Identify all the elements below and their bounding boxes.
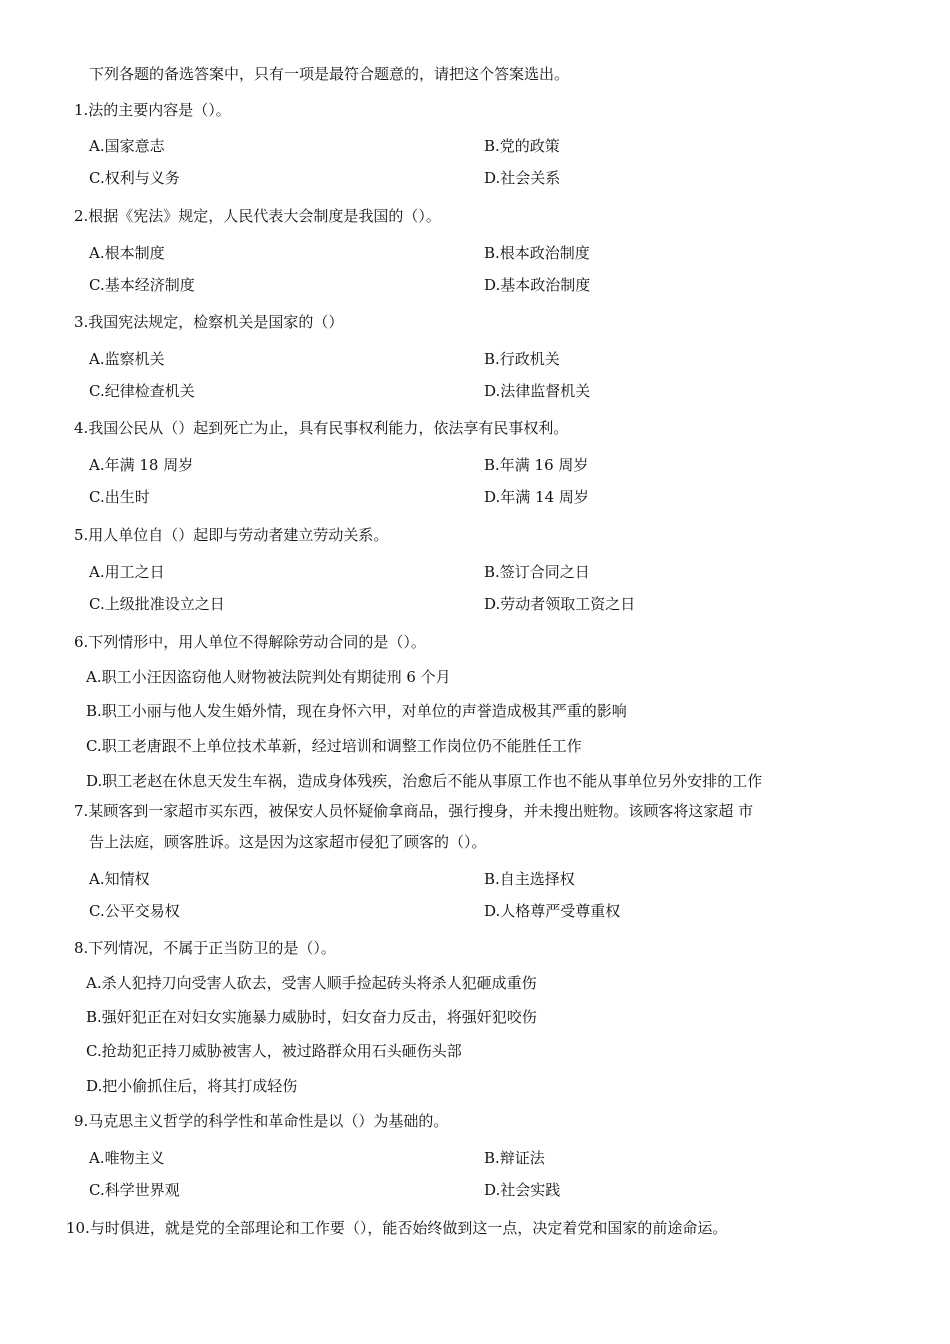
q9-option-a: A.唯物主义 bbox=[89, 1149, 165, 1167]
question-5: 5.用人单位自（）起即与劳动者建立劳动关系。 bbox=[74, 526, 389, 544]
q5-option-d: D.劳动者领取工资之日 bbox=[484, 595, 636, 613]
q6-option-c: C.职工老唐跟不上单位技术革新，经过培训和调整工作岗位仍不能胜任工作 bbox=[86, 737, 582, 755]
q2-option-c: C.基本经济制度 bbox=[89, 276, 195, 294]
q2-option-b: B.根本政治制度 bbox=[484, 244, 590, 262]
q7-option-a: A.知情权 bbox=[89, 870, 150, 888]
q6-option-d: D.职工老赵在休息天发生车祸，造成身体残疾，治愈后不能从事原工作也不能从事单位另外安排的工作 bbox=[86, 772, 763, 790]
q9-option-c: C.科学世界观 bbox=[89, 1181, 180, 1199]
q8-option-d: D.把小偷抓住后，将其打成轻伤 bbox=[86, 1077, 298, 1095]
q7-option-c: C.公平交易权 bbox=[89, 902, 180, 920]
question-6: 6.下列情形中，用人单位不得解除劳动合同的是（）。 bbox=[74, 633, 426, 651]
q7-option-d: D.人格尊严受尊重权 bbox=[484, 902, 621, 920]
q9-option-b: B.辩证法 bbox=[484, 1149, 545, 1167]
q5-option-c: C.上级批准设立之日 bbox=[89, 595, 225, 613]
q3-option-d: D.法律监督机关 bbox=[484, 382, 591, 400]
question-10: 10.与时俱进，就是党的全部理论和工作要（），能否始终做到这一点，决定着党和国家的前途命运。 bbox=[66, 1219, 728, 1237]
question-7-continued: 告上法庭，顾客胜诉。这是因为这家超市侵犯了顾客的（）。 bbox=[89, 833, 487, 851]
q3-option-b: B.行政机关 bbox=[484, 350, 560, 368]
question-7: 7.某顾客到一家超市买东西，被保安人员怀疑偷拿商品，强行搜身，并未搜出赃物。该顾客将这家超 市 bbox=[74, 802, 754, 820]
q1-option-c: C.权利与义务 bbox=[89, 169, 180, 187]
q3-option-c: C.纪律检查机关 bbox=[89, 382, 195, 400]
q5-option-a: A.用工之日 bbox=[89, 563, 165, 581]
q1-option-b: B.党的政策 bbox=[484, 137, 560, 155]
q1-option-a: A.国家意志 bbox=[89, 137, 165, 155]
q8-option-b: B.强奸犯正在对妇女实施暴力威胁时，妇女奋力反击，将强奸犯咬伤 bbox=[86, 1008, 537, 1026]
q8-option-a: A.杀人犯持刀向受害人砍去，受害人顺手捡起砖头将杀人犯砸成重伤 bbox=[86, 974, 537, 992]
q4-option-b: B.年满 16 周岁 bbox=[484, 456, 589, 474]
question-2: 2.根据《宪法》规定，人民代表大会制度是我国的（）。 bbox=[74, 207, 441, 225]
q6-option-b: B.职工小丽与他人发生婚外情，现在身怀六甲，对单位的声誉造成极其严重的影响 bbox=[86, 702, 627, 720]
question-8: 8.下列情况，不属于正当防卫的是（）。 bbox=[74, 939, 336, 957]
instructions: 下列各题的备选答案中，只有一项是最符合题意的，请把这个答案选出。 bbox=[89, 65, 570, 83]
question-1: 1.法的主要内容是（）。 bbox=[74, 101, 231, 119]
question-3: 3.我国宪法规定，检察机关是国家的（） bbox=[74, 313, 344, 331]
q4-option-c: C.出生时 bbox=[89, 488, 150, 506]
q6-option-a: A.职工小汪因盗窃他人财物被法院判处有期徒刑 6 个月 bbox=[86, 668, 451, 686]
q9-option-d: D.社会实践 bbox=[484, 1181, 561, 1199]
q8-option-c: C.抢劫犯正持刀威胁被害人，被过路群众用石头砸伤头部 bbox=[86, 1042, 462, 1060]
q5-option-b: B.签订合同之日 bbox=[484, 563, 590, 581]
q7-option-b: B.自主选择权 bbox=[484, 870, 575, 888]
q4-option-a: A.年满 18 周岁 bbox=[89, 456, 194, 474]
question-4: 4.我国公民从（）起到死亡为止，具有民事权利能力，依法享有民事权利。 bbox=[74, 419, 569, 437]
question-9: 9.马克思主义哲学的科学性和革命性是以（）为基础的。 bbox=[74, 1112, 449, 1130]
q1-option-d: D.社会关系 bbox=[484, 169, 561, 187]
q3-option-a: A.监察机关 bbox=[89, 350, 165, 368]
q2-option-d: D.基本政治制度 bbox=[484, 276, 591, 294]
q2-option-a: A.根本制度 bbox=[89, 244, 165, 262]
q4-option-d: D.年满 14 周岁 bbox=[484, 488, 589, 506]
